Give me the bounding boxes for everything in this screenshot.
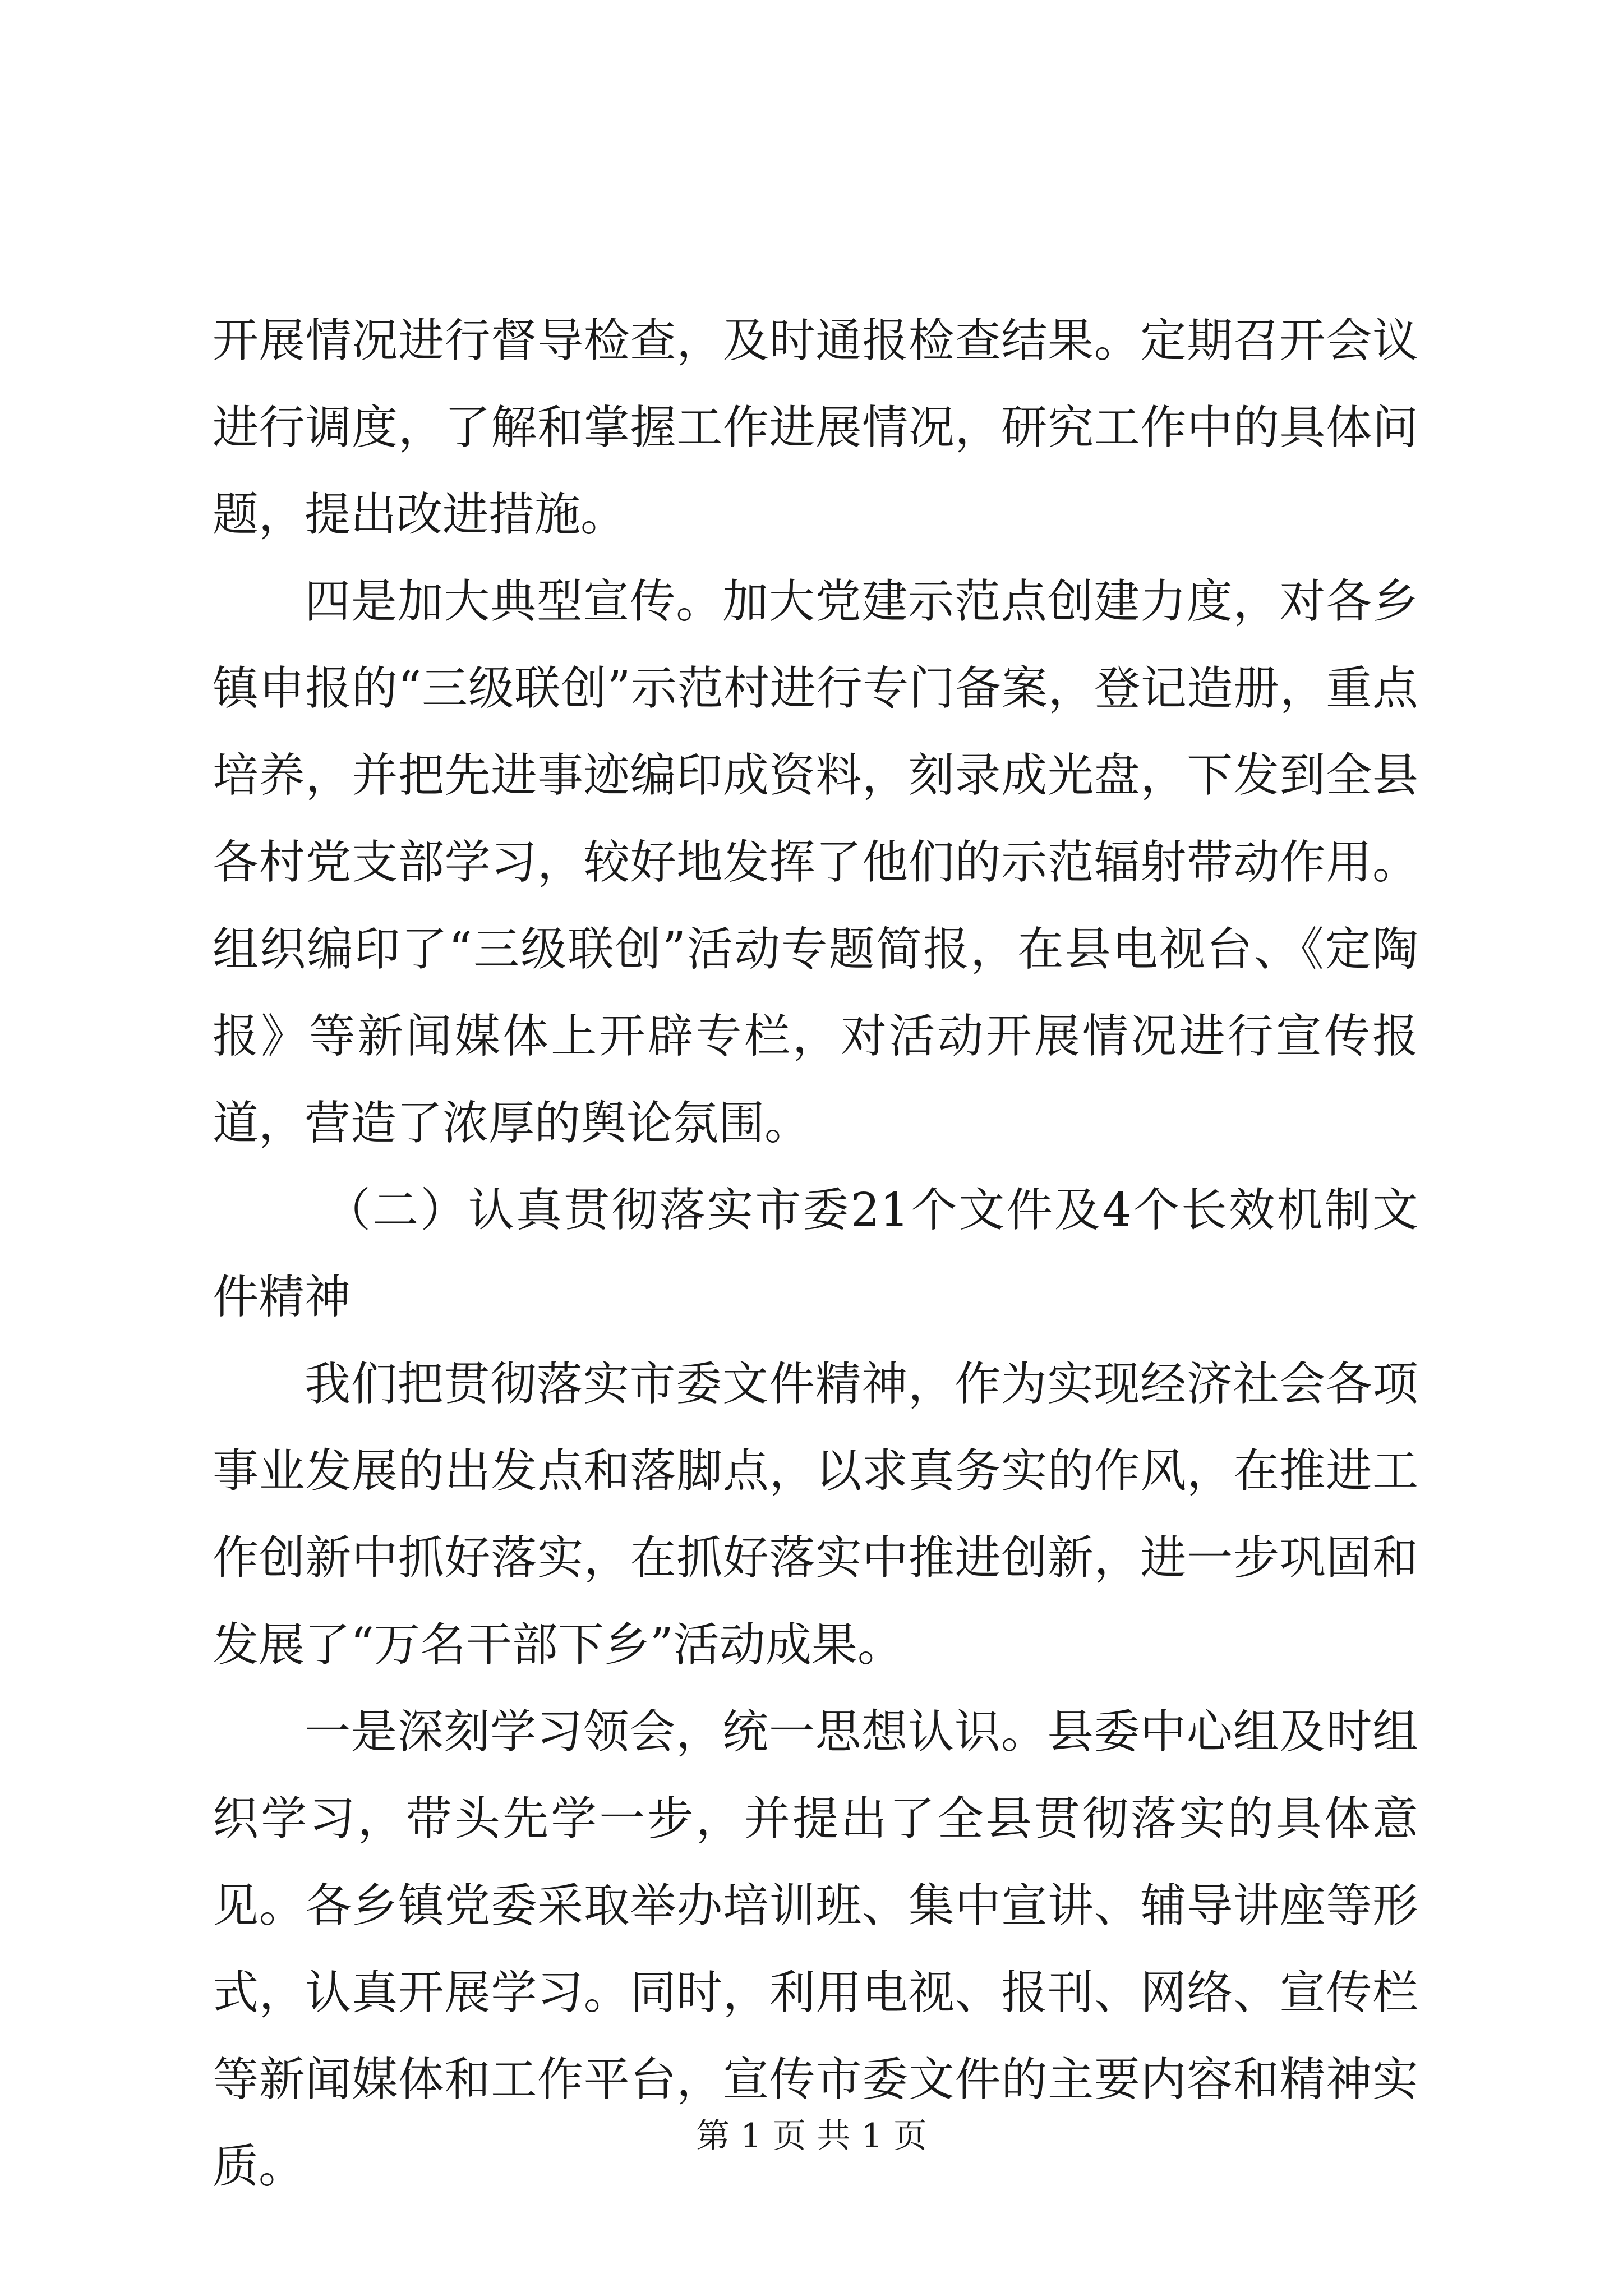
paragraph-continuation: 开展情况进行督导检查，及时通报检查结果。定期召开会议进行调度，了解和掌握工作进展情况，研究工作中的具体问题，提出改进措施。 bbox=[213, 314, 1418, 541]
paragraph-typical-publicity: 四是加大典型宣传。加大党建示范点创建力度，对各乡镇申报的“三级联创”示范村进行专门备案，登记造册，重点培养，并把先进事迹编印成资料，刻录成光盘，下发到全县各村党支部学习，较好地发挥了他们的示范辐射带动作用。组织编印了“三级联创”活动专题简报，在县电视台、《定陶报》等新闻媒体上开辟专栏，对活动开展情况进行宣传报道，营造了浓厚的舆论氛围。 bbox=[213, 575, 1418, 1150]
page-footer: 第 1 页 共 1 页 bbox=[696, 2116, 927, 2156]
paragraph-study: 一是深刻学习领会，统一思想认识。县委中心组及时组织学习，带头先学一步，并提出了全县贯彻落实的具体意见。各乡镇党委采取举办培训班、集中宣讲、辅导讲座等形式，认真开展学习。同时，利用电视、报刊、网络、宣传栏等新闻媒体和工作平台，宣传市委文件的主要内容和精神实质。 bbox=[213, 1705, 1418, 2193]
paragraph-implementation: 我们把贯彻落实市委文件精神，作为实现经济社会各项事业发展的出发点和落脚点，以求真务实的作风，在推进工作创新中抓好落实，在抓好落实中推进创新，进一步巩固和发展了“万名干部下乡”活动成果。 bbox=[213, 1358, 1418, 1672]
document-body bbox=[213, 297, 1418, 2210]
section-heading: （二）认真贯彻落实市委21个文件及4个长效机制文件精神 bbox=[213, 1184, 1418, 1324]
